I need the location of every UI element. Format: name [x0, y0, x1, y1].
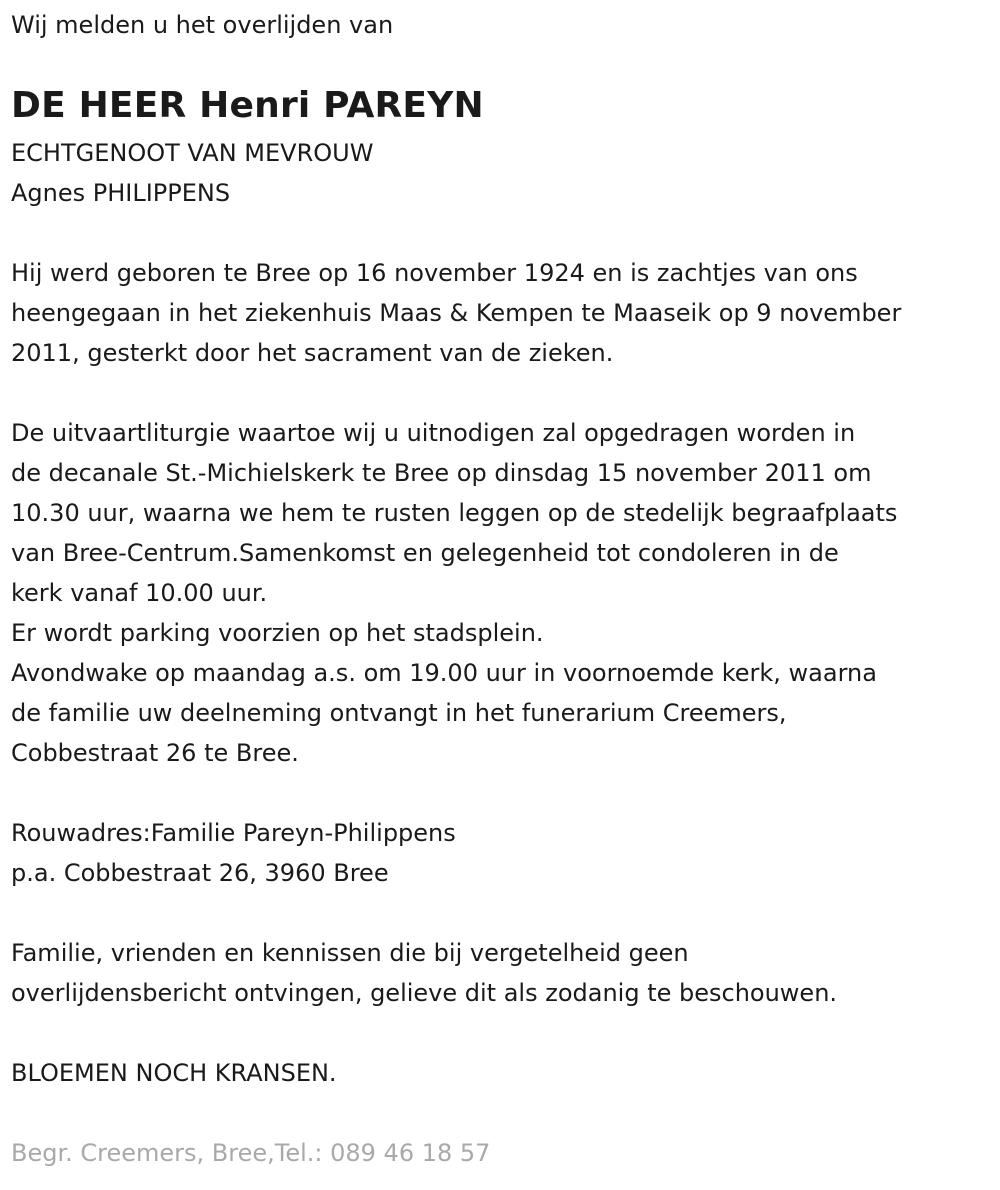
- deceased-name: DE HEER Henri PAREYN: [11, 85, 484, 126]
- paragraph-line: overlijdensbericht ontvingen, gelieve dit als zodanig te beschouwen.: [11, 979, 838, 1007]
- mourning-address: [11, 813, 993, 893]
- address-line: p.a. Cobbestraat 26, 3960 Bree: [11, 859, 389, 887]
- paragraph-line: de decanale St.-Michielskerk te Bree op dinsdag 15 november 2011 om: [11, 459, 872, 487]
- notice-paragraph: [11, 933, 993, 1013]
- intro-text: Wij melden u het overlijden van: [11, 11, 394, 39]
- paragraph-line: kerk vanaf 10.00 uur.: [11, 579, 268, 607]
- wake-line: Cobbestraat 26 te Bree.: [11, 739, 299, 767]
- paragraph-line: Familie, vrienden en kennissen die bij vergetelheid geen: [11, 939, 689, 967]
- paragraph-line: heengegaan in het ziekenhuis Maas & Kempen te Maaseik op 9 november: [11, 299, 902, 327]
- paragraph-line: Hij werd geboren te Bree op 16 november 1924 en is zachtjes van ons: [11, 259, 858, 287]
- paragraph-line: van Bree-Centrum.Samenkomst en gelegenheid tot condoleren in de: [11, 539, 839, 567]
- closing-line: BLOEMEN NOCH KRANSEN.: [11, 1059, 337, 1087]
- undertaker-footer: Begr. Creemers, Bree,Tel.: 089 46 18 57: [11, 1139, 491, 1167]
- paragraph-line: De uitvaartliturgie waartoe wij u uitnodigen zal opgedragen worden in: [11, 419, 856, 447]
- wake-line: Avondwake op maandag a.s. om 19.00 uur in voornoemde kerk, waarna: [11, 659, 877, 687]
- closing-text: [11, 1053, 993, 1093]
- birth-paragraph: [11, 253, 993, 373]
- wake-line: de familie uw deelneming ontvangt in het funerarium Creemers,: [11, 699, 787, 727]
- spouse-name: Agnes PHILIPPENS: [11, 179, 231, 207]
- funeral-paragraph: [11, 413, 993, 773]
- paragraph-line: 2011, gesterkt door het sacrament van de zieken.: [11, 339, 614, 367]
- paragraph-line: 10.30 uur, waarna we hem te rusten leggen op de stedelijk begraafplaats: [11, 499, 898, 527]
- parking-line: Er wordt parking voorzien op het stadsplein.: [11, 619, 544, 647]
- address-line: Rouwadres:Familie Pareyn-Philippens: [11, 819, 456, 847]
- spouse-line: ECHTGENOOT VAN MEVROUW: [11, 139, 374, 167]
- spouse-block: [11, 133, 993, 213]
